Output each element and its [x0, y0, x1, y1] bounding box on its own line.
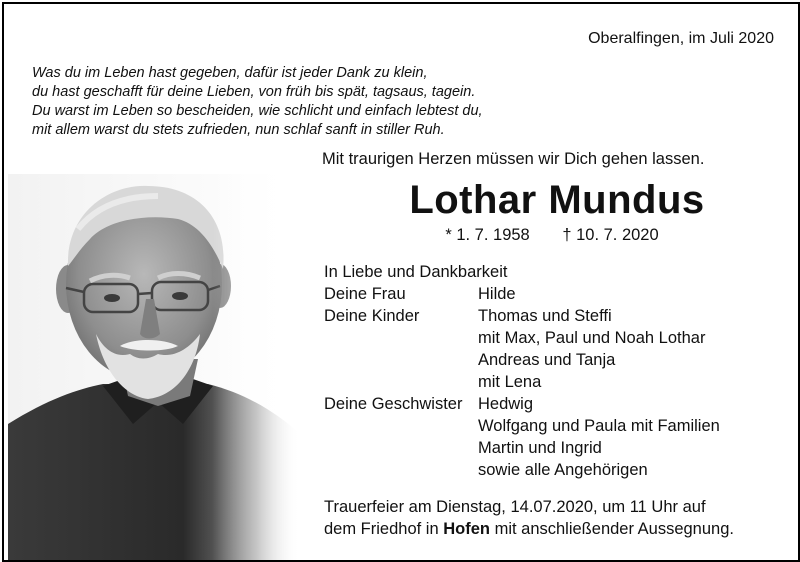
relation-label — [324, 327, 478, 349]
relation-label — [324, 437, 478, 459]
poem — [32, 64, 483, 140]
obituary-card — [2, 2, 800, 562]
mourner-names: sowie alle Angehörigen — [478, 461, 648, 479]
list-item — [324, 305, 720, 327]
relation-label: Deine Frau — [324, 285, 406, 303]
list-item — [324, 371, 720, 393]
list-item — [324, 393, 720, 415]
death-date: † 10. 7. 2020 — [562, 226, 659, 244]
relation-label — [324, 459, 478, 481]
list-item — [324, 349, 720, 371]
mourner-names: Wolfgang und Paula mit Familien — [478, 417, 720, 435]
birth-date: * 1. 7. 1958 — [445, 226, 530, 244]
portrait-photo — [8, 174, 300, 560]
funeral-line-2 — [324, 518, 734, 540]
life-dates — [322, 226, 782, 245]
relation-label — [324, 371, 478, 393]
mourner-names: Thomas und Steffi — [478, 307, 612, 325]
list-item — [324, 415, 720, 437]
mourner-names: Andreas und Tanja — [478, 351, 616, 369]
funeral-line-1: Trauerfeier am Dienstag, 14.07.2020, um 11 Uhr auf — [324, 498, 706, 516]
relation-label — [324, 349, 478, 371]
poem-line: Du warst im Leben so bescheiden, wie schlicht und einfach lebtest du, — [32, 103, 483, 119]
mourner-names: Hedwig — [478, 395, 534, 413]
list-item — [324, 459, 720, 481]
list-item — [324, 283, 720, 305]
funeral-notice — [324, 496, 734, 540]
cemetery-place: Hofen — [443, 520, 490, 538]
relation-label — [324, 415, 478, 437]
mourner-names: mit Lena — [478, 373, 542, 391]
relation-label: Deine Geschwister — [324, 395, 463, 413]
funeral-line-2-suffix: mit anschließender Aussegnung. — [489, 520, 734, 538]
relation-label: Deine Kinder — [324, 307, 420, 325]
mourners-heading: In Liebe und Dankbarkeit — [324, 263, 508, 281]
list-item — [324, 327, 720, 349]
mourners-list — [324, 261, 720, 481]
poem-line: Was du im Leben hast gegeben, dafür ist jeder Dank zu klein, — [32, 65, 428, 81]
mourner-names: Hilde — [478, 285, 516, 303]
mourner-names: mit Max, Paul und Noah Lothar — [478, 329, 706, 347]
mourner-names: Martin und Ingrid — [478, 439, 602, 457]
list-item — [324, 437, 720, 459]
poem-line: du hast geschafft für deine Lieben, von früh bis spät, tagsaus, tagein. — [32, 84, 476, 100]
place-date: Oberalfingen, im Juli 2020 — [588, 30, 774, 47]
poem-line: mit allem warst du stets zufrieden, nun schlaf sanft in stiller Ruh. — [32, 122, 445, 138]
intro-text: Mit traurigen Herzen müssen wir Dich gehen lassen. — [322, 150, 705, 168]
deceased-name: Lothar Mundus — [409, 178, 705, 222]
funeral-line-2-prefix: dem Friedhof in — [324, 520, 444, 538]
